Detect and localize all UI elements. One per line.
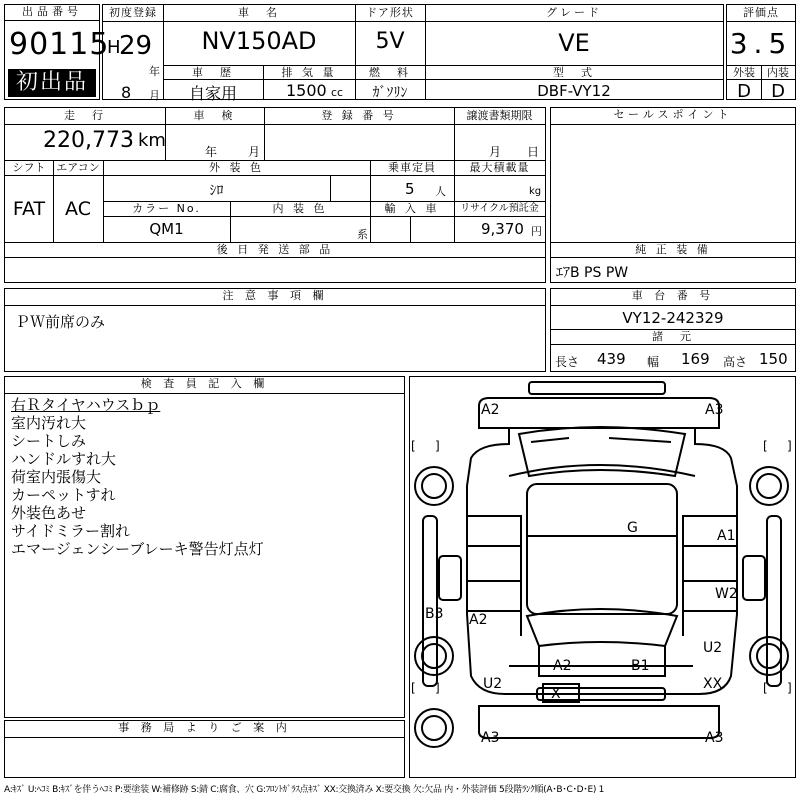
fuel: ｶﾞｿﾘﾝ bbox=[372, 85, 408, 101]
seats-label: 乗車定員 bbox=[388, 161, 436, 174]
chassis-label: 車 台 番 号 bbox=[551, 289, 795, 306]
seats-unit: 人 bbox=[435, 185, 446, 198]
bracket-left-close: ] bbox=[435, 439, 440, 453]
vehicle-info-grid bbox=[4, 107, 546, 283]
documents-label: 譲渡書類期限 bbox=[466, 109, 533, 122]
lot-number: 90115 bbox=[9, 27, 110, 62]
lot-label: 出品番号 bbox=[5, 5, 99, 21]
inspector-box bbox=[4, 376, 405, 718]
recycle-fee: 9,370 bbox=[481, 220, 524, 238]
damage-x: X bbox=[551, 686, 561, 702]
door-label: ドア形状 bbox=[366, 6, 414, 19]
month-unit: 月 bbox=[149, 89, 160, 102]
mileage-label: 走 行 bbox=[64, 109, 106, 122]
ac-label: エアコン bbox=[56, 161, 100, 174]
interior-grade: D bbox=[771, 81, 785, 102]
height: 150 bbox=[759, 350, 788, 368]
overall-score: 3.5 bbox=[729, 27, 793, 60]
inspector-note-line: 外装色あせ bbox=[11, 504, 87, 522]
inspector-note-line: 室内汚れ大 bbox=[11, 414, 87, 432]
chassis-number: VY12-242329 bbox=[622, 309, 724, 327]
car-damage-diagram bbox=[409, 376, 796, 778]
reg-year: 29 bbox=[119, 31, 153, 61]
shift: FAT bbox=[12, 198, 46, 220]
documents-month: 月 bbox=[489, 145, 502, 159]
later-parts-label: 後 日 発 送 部 品 bbox=[216, 243, 334, 256]
notes-label: 注 意 事 項 欄 bbox=[5, 289, 545, 306]
damage-a2-mid: A2 bbox=[469, 612, 488, 628]
damage-a1: A1 bbox=[717, 528, 736, 544]
damage-legend: A:ｷｽﾞ U:ﾍｺﾐ B:ｷｽﾞを伴うﾍｺﾐ P:要塗装 W:補修跡 S:錆 C:腐食、穴 G:ﾌﾛﾝﾄｶﾞﾗｽ点ｷｽﾞ XX:交換済み X:要交換 欠:欠品 内・外装評価 5段階ﾗﾝｸ順(A･B･C･D･E) 1 bbox=[4, 785, 605, 795]
air-conditioner: AC bbox=[65, 198, 91, 220]
first-listing-badge: 初出品 bbox=[8, 69, 96, 97]
interior-color-unit: 系 bbox=[357, 228, 368, 241]
damage-a2-top: A2 bbox=[481, 402, 500, 418]
history-label: 車 歴 bbox=[192, 66, 234, 79]
score-label: 評価点 bbox=[743, 6, 779, 19]
damage-a3-top: A3 bbox=[705, 402, 724, 418]
mileage-unit: km bbox=[138, 130, 166, 151]
office-box bbox=[4, 720, 405, 778]
plate-label: 登 録 番 号 bbox=[321, 109, 397, 122]
sales-points-box bbox=[550, 107, 796, 283]
model-code: DBF-VY12 bbox=[537, 82, 611, 100]
door-type: 5V bbox=[375, 29, 405, 54]
interior-color-label: 内 装 色 bbox=[272, 202, 328, 215]
equipment: ｴｱB PS PW bbox=[556, 265, 629, 281]
score-box bbox=[726, 4, 796, 100]
documents-day: 日 bbox=[527, 145, 540, 159]
car-name: NV150AD bbox=[201, 27, 317, 55]
inspection-year-unit: 年 bbox=[205, 145, 218, 159]
displacement-unit: cc bbox=[331, 86, 344, 99]
damage-xx: XX bbox=[703, 676, 723, 692]
inspector-note-line: エマージェンシーブレーキ警告灯点灯 bbox=[11, 540, 264, 558]
mileage: 220,773 bbox=[43, 128, 134, 153]
damage-b1: B1 bbox=[631, 658, 650, 674]
inspector-note-line: 荷室内張傷大 bbox=[11, 468, 102, 486]
width-label: 幅 bbox=[647, 355, 660, 369]
import-label: 輸 入 車 bbox=[384, 202, 440, 215]
inspector-note-line: サイドミラー割れ bbox=[11, 522, 130, 540]
interior-label: 内装 bbox=[767, 66, 789, 79]
lot-box bbox=[4, 4, 110, 100]
inspector-note-line: シートしみ bbox=[11, 432, 87, 450]
car-name-label: 車 名 bbox=[238, 6, 280, 19]
bracket-right-close: ] bbox=[787, 439, 792, 453]
model-label: 型 式 bbox=[553, 66, 595, 79]
body-color: ｼﾛ bbox=[209, 183, 224, 199]
damage-u2-right: U2 bbox=[703, 640, 723, 656]
color-number: QM1 bbox=[149, 220, 184, 238]
inspector-label: 検 査 員 記 入 欄 bbox=[5, 377, 404, 394]
fuel-label: 燃 料 bbox=[369, 66, 411, 79]
reg-label: 初度登録 bbox=[109, 6, 157, 19]
inspector-notes bbox=[11, 396, 264, 558]
spec-label: 諸 元 bbox=[652, 330, 694, 343]
load-unit: kg bbox=[529, 186, 542, 197]
damage-w2: W2 bbox=[715, 586, 738, 602]
length-label: 長さ bbox=[555, 355, 580, 369]
color-label: 外 装 色 bbox=[209, 161, 264, 174]
notes-text: ＰＷ前席のみ bbox=[15, 313, 106, 331]
inspection-month-unit: 月 bbox=[248, 145, 261, 159]
bracket-right-open: [ bbox=[763, 439, 768, 453]
exterior-label: 外装 bbox=[733, 66, 755, 79]
inspector-note-line: ハンドルすれ大 bbox=[11, 450, 117, 468]
grade-label: グレード bbox=[546, 6, 602, 19]
bracket-lower-right-open: [ bbox=[763, 681, 768, 695]
damage-a3-bottom-left: A3 bbox=[481, 730, 500, 746]
colorno-label: カラー No. bbox=[132, 202, 201, 215]
damage-u2-left: U2 bbox=[483, 676, 503, 692]
length: 439 bbox=[597, 350, 626, 368]
recycle-label: リサイクル預託金 bbox=[460, 203, 539, 214]
bracket-lower-right-close: ] bbox=[787, 681, 792, 695]
height-label: 高さ bbox=[723, 355, 748, 369]
damage-b3: B3 bbox=[425, 606, 444, 622]
year-unit: 年 bbox=[149, 65, 160, 78]
sales-points-label: セールスポイント bbox=[551, 108, 795, 125]
bracket-lower-left-close: ] bbox=[435, 681, 440, 695]
load-label: 最大積載量 bbox=[469, 161, 530, 174]
damage-g: G bbox=[627, 520, 638, 536]
displacement-label: 排 気 量 bbox=[281, 66, 337, 79]
width: 169 bbox=[681, 350, 710, 368]
grade: VE bbox=[558, 29, 590, 57]
chassis-box bbox=[550, 288, 796, 372]
office-label: 事 務 局 よ り ご 案 内 bbox=[5, 721, 404, 738]
reg-month: 8 bbox=[121, 83, 132, 102]
notes-box bbox=[4, 288, 546, 372]
era: H bbox=[107, 37, 121, 58]
damage-a3-bottom-right: A3 bbox=[705, 730, 724, 746]
history: 自家用 bbox=[188, 84, 237, 103]
inspector-note-line: カーペットすれ bbox=[11, 486, 116, 504]
damage-a2-low: A2 bbox=[553, 658, 572, 674]
header-grid bbox=[102, 4, 724, 103]
equipment-label: 純 正 装 備 bbox=[635, 243, 711, 256]
inspector-note-line: 右Ｒタイヤハウスｂｐ bbox=[11, 396, 161, 414]
recycle-unit: 円 bbox=[531, 225, 542, 238]
shift-label: シフト bbox=[12, 161, 46, 174]
displacement: 1500 bbox=[286, 81, 327, 100]
bracket-left-open: [ bbox=[411, 439, 416, 453]
bracket-lower-left-open: [ bbox=[411, 681, 416, 695]
inspection-label: 車 検 bbox=[193, 109, 236, 122]
seats: 5 bbox=[405, 180, 415, 198]
exterior-grade: D bbox=[737, 81, 751, 102]
